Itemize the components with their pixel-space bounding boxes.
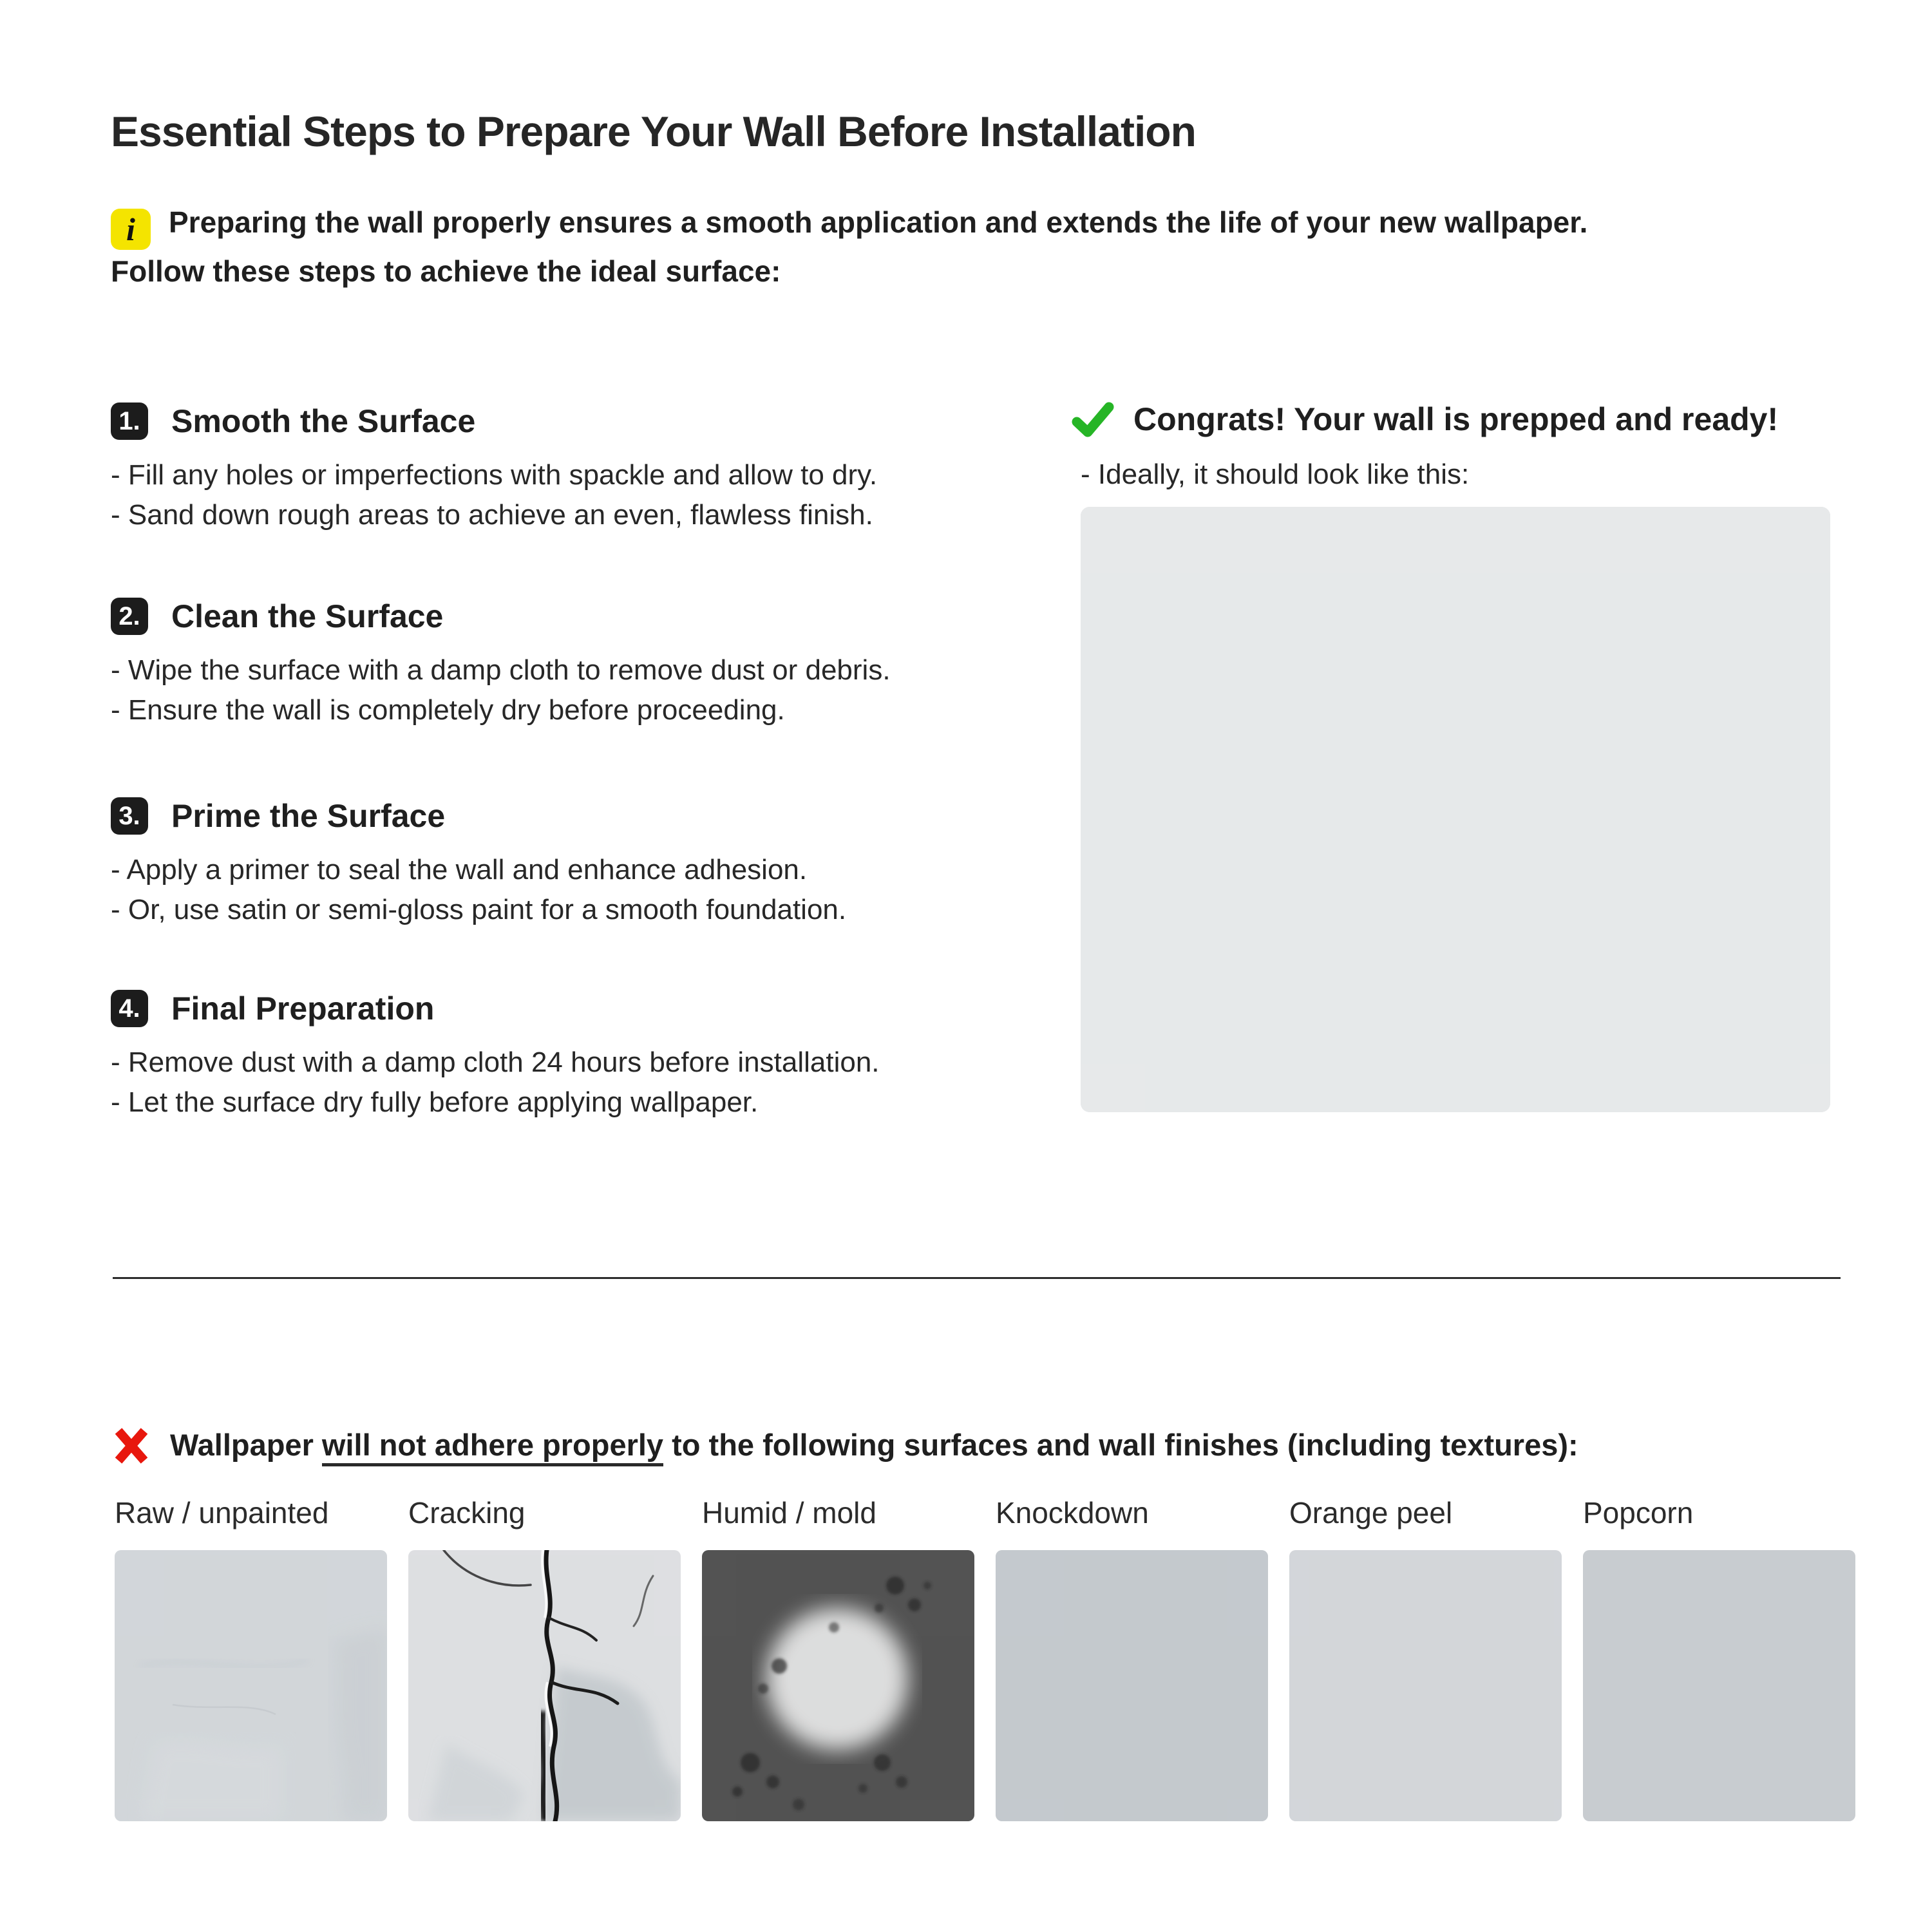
step-2 — [111, 598, 1012, 730]
surface-label-humid-mold: Humid / mold — [702, 1496, 876, 1530]
step-2-bullet-2: - Ensure the wall is completely dry before proceeding. — [111, 694, 785, 726]
step-4-number-badge: 4. — [111, 990, 148, 1027]
section-divider — [113, 1277, 1841, 1279]
step-4-header — [111, 990, 1012, 1027]
intro-paragraph — [111, 201, 1888, 292]
cracking-paint-wall-photo — [408, 1550, 681, 1821]
step-2-bullets — [111, 650, 1012, 730]
step-3-bullet-2: - Or, use satin or semi-gloss paint for a smooth foundation. — [111, 894, 847, 925]
page-title: Essential Steps to Prepare Your Wall Before Installation — [111, 108, 1196, 155]
step-1-header — [111, 402, 1012, 440]
orange-peel-texture-photo — [1289, 1550, 1562, 1821]
check-icon — [1072, 401, 1114, 437]
step-3-bullets — [111, 850, 1012, 930]
warning-prefix: Wallpaper — [170, 1428, 322, 1462]
warning-suffix: to the following surfaces and wall finishes (including textures): — [663, 1428, 1578, 1462]
step-1-title: Smooth the Surface — [171, 403, 476, 439]
success-subtitle: - Ideally, it should look like this: — [1081, 459, 1470, 490]
step-4-bullet-2: - Let the surface dry fully before applying wallpaper. — [111, 1086, 759, 1118]
step-3-number-badge: 3. — [111, 797, 148, 835]
info-icon — [111, 209, 151, 250]
surface-label-raw-unpainted: Raw / unpainted — [115, 1496, 329, 1530]
step-4-bullet-1: - Remove dust with a damp cloth 24 hours before installation. — [111, 1046, 880, 1078]
success-header — [1072, 399, 1778, 439]
step-4-bullets — [111, 1043, 1012, 1122]
step-4 — [111, 990, 1012, 1122]
warning-header — [111, 1425, 1888, 1466]
step-3-bullet-1: - Apply a primer to seal the wall and enhance adhesion. — [111, 854, 808, 886]
step-1-bullet-2: - Sand down rough areas to achieve an even, flawless finish. — [111, 499, 873, 531]
surface-label-popcorn: Popcorn — [1583, 1496, 1694, 1530]
step-2-number-badge: 2. — [111, 598, 148, 635]
step-3 — [111, 797, 1012, 930]
step-2-bullet-1: - Wipe the surface with a damp cloth to remove dust or debris. — [111, 654, 891, 686]
knockdown-texture-photo — [996, 1550, 1268, 1821]
info-icon-glyph: i — [126, 211, 135, 247]
humid-mold-wall-photo — [702, 1550, 974, 1821]
warning-underlined: will not adhere properly — [322, 1428, 663, 1466]
intro-line1: Preparing the wall properly ensures a smooth application and extends the life of your new wallpaper. — [169, 205, 1588, 239]
popcorn-texture-photo — [1583, 1550, 1855, 1821]
step-1-bullet-1: - Fill any holes or imperfections with spackle and allow to dry. — [111, 459, 878, 491]
surface-label-knockdown: Knockdown — [996, 1496, 1149, 1530]
step-3-header — [111, 797, 1012, 835]
surface-label-cracking: Cracking — [408, 1496, 526, 1530]
step-1-number-badge: 1. — [111, 402, 148, 440]
x-icon — [111, 1425, 152, 1466]
step-1-bullets — [111, 455, 1012, 535]
step-3-title: Prime the Surface — [171, 798, 446, 834]
intro-line2: Follow these steps to achieve the ideal surface: — [111, 254, 781, 288]
step-1 — [111, 402, 1012, 535]
surface-label-orange-peel: Orange peel — [1289, 1496, 1453, 1530]
step-4-title: Final Preparation — [171, 990, 435, 1027]
warning-text — [170, 1426, 1578, 1464]
step-2-title: Clean the Surface — [171, 598, 444, 634]
raw-unpainted-wall-photo — [115, 1550, 387, 1821]
success-title: Congrats! Your wall is prepped and ready! — [1133, 401, 1779, 437]
smooth-prepped-wall-photo — [1081, 507, 1830, 1112]
step-2-header — [111, 598, 1012, 635]
